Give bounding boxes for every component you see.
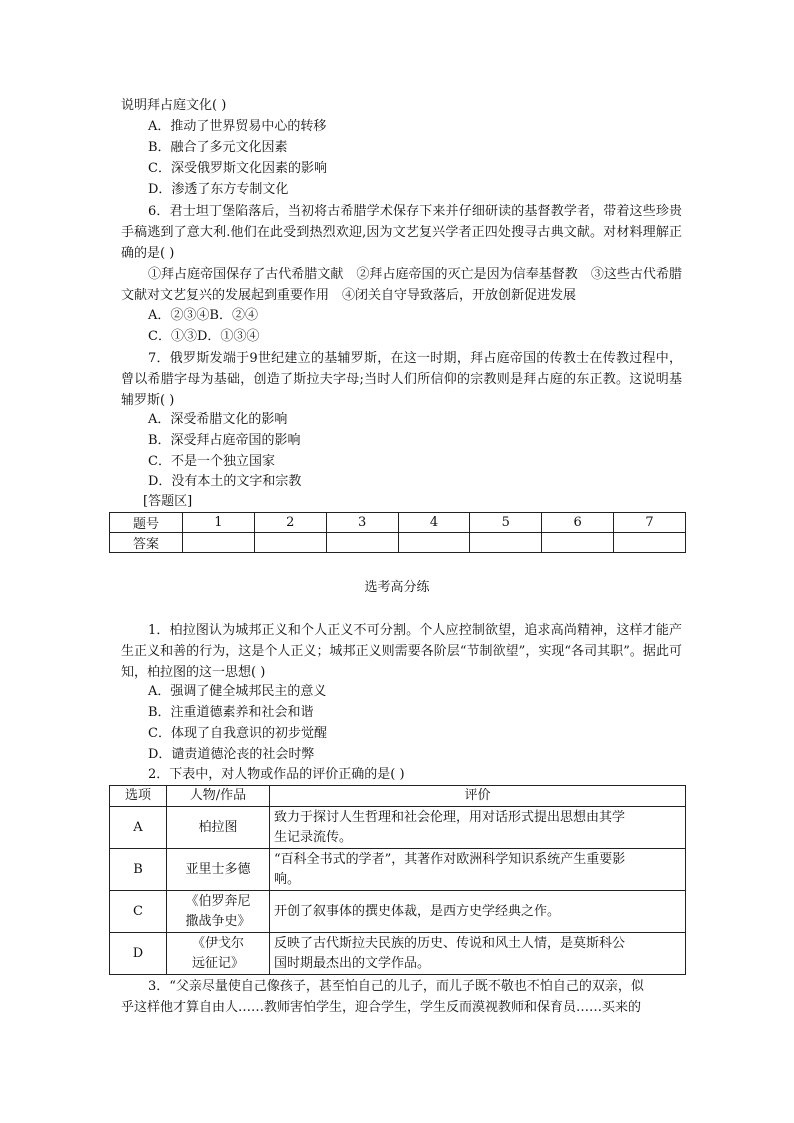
work-name (167, 849, 270, 891)
answer-area-label: [答题区] (143, 494, 193, 509)
table-row (110, 849, 686, 891)
work-name-line: 《伯罗奔尼 (185, 893, 251, 909)
table-cell: 6 (542, 513, 614, 533)
question-6-options-cd: C．①③D．①③④ (148, 329, 260, 344)
answer-cell[interactable] (614, 533, 686, 553)
answer-cell[interactable] (326, 533, 398, 553)
work-name-line: 远征记》 (191, 955, 244, 971)
question-6-options-ab: A．②③④B．②④ (148, 308, 258, 323)
option-d: D．没有本土的文字和宗教 (148, 474, 302, 489)
evaluation-line: 响。 (274, 871, 301, 887)
option-b: B．注重道德素养和社会和谐 (148, 705, 314, 720)
question-stem-tail: 说明拜占庭文化( ) (121, 98, 227, 113)
evaluation-line: “百科全书式的学者”，其著作对欧洲科学知识系统产生重要影 (274, 851, 626, 867)
work-name-line: 《伊戈尔 (191, 935, 244, 951)
answer-cell[interactable] (542, 533, 614, 553)
evaluation-line: 反映了古代斯拉夫民族的历史、传说和风土人情，是莫斯科公 (274, 935, 626, 951)
table-header: 选项 (110, 786, 167, 807)
answer-cell[interactable] (183, 533, 255, 553)
table-cell: 5 (470, 513, 542, 533)
table-header: 题号 (110, 513, 183, 533)
evaluation-line: 致力于探讨人生哲理和社会伦理，用对话形式提出思想由其学 (274, 809, 626, 825)
table-cell: 1 (183, 513, 255, 533)
evaluation-text (270, 849, 686, 891)
evaluation-line: 国时期最杰出的文学作品。 (274, 955, 431, 971)
option-letter: D (110, 933, 167, 975)
question-6-stem: 6．君士坦丁堡陷落后，当初将古希腊学术保存下来并仔细研读的基督教学者，带着这些珍贵手稿逃到了意大利.他们在此受到热烈欢迎,因为文艺复兴学者正四处搜寻古典文献。对材料理解正确的是( ) (121, 204, 682, 261)
answer-cell[interactable] (398, 533, 470, 553)
table-row (110, 807, 686, 849)
table-cell: 7 (614, 513, 686, 533)
evaluation-table (109, 785, 686, 975)
question-7-stem: 7．俄罗斯发端于9世纪建立的基辅罗斯，在这一时期，拜占庭帝国的传教士在传教过程中，曾以希腊字母为基础，创造了斯拉夫字母;当时人们所信仰的宗教则是拜占庭的东正教。这说明基辅罗斯( ) (121, 351, 682, 408)
table-header: 答案 (110, 533, 183, 553)
option-d: D．谴责道德沦丧的社会时弊 (148, 747, 315, 762)
answer-cell[interactable] (470, 533, 542, 553)
section-question-3-line-1: 3．“父亲尽量使自己像孩子，甚至怕自己的儿子，而儿子既不敬也不怕自己的双亲，似 (148, 979, 644, 994)
section-question-2-stem: 2．下表中，对人物或作品的评价正确的是( ) (148, 767, 405, 782)
option-a: A．推动了世界贸易中心的转移 (148, 119, 327, 134)
option-d: D．渗透了东方专制文化 (148, 182, 289, 197)
work-name-line: 撒战争史》 (185, 913, 251, 929)
table-row (110, 891, 686, 933)
option-c: C．体现了自我意识的初步觉醒 (148, 726, 327, 741)
table-header: 人物/作品 (167, 786, 270, 807)
answer-cell[interactable] (254, 533, 326, 553)
work-name-line: 亚里士多德 (185, 861, 251, 877)
evaluation-line: 开创了叙事体的撰史体裁，是西方史学经典之作。 (274, 903, 561, 919)
table-row (110, 513, 686, 533)
work-name-line: 柏拉图 (198, 819, 238, 835)
answer-table (109, 512, 686, 553)
table-header: 评价 (270, 786, 686, 807)
table-row (110, 786, 686, 807)
question-6-items: ①拜占庭帝国保存了古代希腊文献 ②拜占庭帝国的灭亡是因为信奉基督教 ③这些古代希腊文献对文艺复兴的发展起到重要作用 ④闭关自守导致落后，开放创新促进发展 (121, 267, 682, 303)
section-title: 选考高分练 (364, 580, 430, 595)
option-a: A．深受希腊文化的影响 (148, 412, 288, 427)
option-b: B．深受拜占庭帝国的影响 (148, 433, 301, 448)
table-cell: 2 (254, 513, 326, 533)
option-letter: B (110, 849, 167, 891)
work-name (167, 933, 270, 975)
evaluation-text (270, 807, 686, 849)
evaluation-text (270, 933, 686, 975)
option-letter: C (110, 891, 167, 933)
option-letter: A (110, 807, 167, 849)
table-cell: 3 (326, 513, 398, 533)
section-question-3-line-2: 乎这样他才算自由人……教师害怕学生，迎合学生，学生反而漠视教师和保育员……买来的 (121, 1000, 642, 1015)
table-row (110, 933, 686, 975)
table-cell: 4 (398, 513, 470, 533)
option-b: B．融合了多元文化因素 (148, 140, 288, 155)
work-name (167, 891, 270, 933)
table-row (110, 533, 686, 553)
work-name (167, 807, 270, 849)
evaluation-line: 生记录流传。 (274, 829, 353, 845)
option-a: A．强调了健全城邦民主的意义 (148, 684, 327, 699)
option-c: C．不是一个独立国家 (148, 454, 275, 469)
option-c: C．深受俄罗斯文化因素的影响 (148, 161, 327, 176)
section-question-1-stem: 1．柏拉图认为城邦正义和个人正义不可分割。个人应控制欲望，追求高尚精神，这样才能产生正义和善的行为，这是个人正义；城邦正义则需要各阶层“节制欲望”，实现“各司其职”。据此可知，柏拉图的这一思想( ) (121, 623, 682, 680)
evaluation-text (270, 891, 686, 933)
